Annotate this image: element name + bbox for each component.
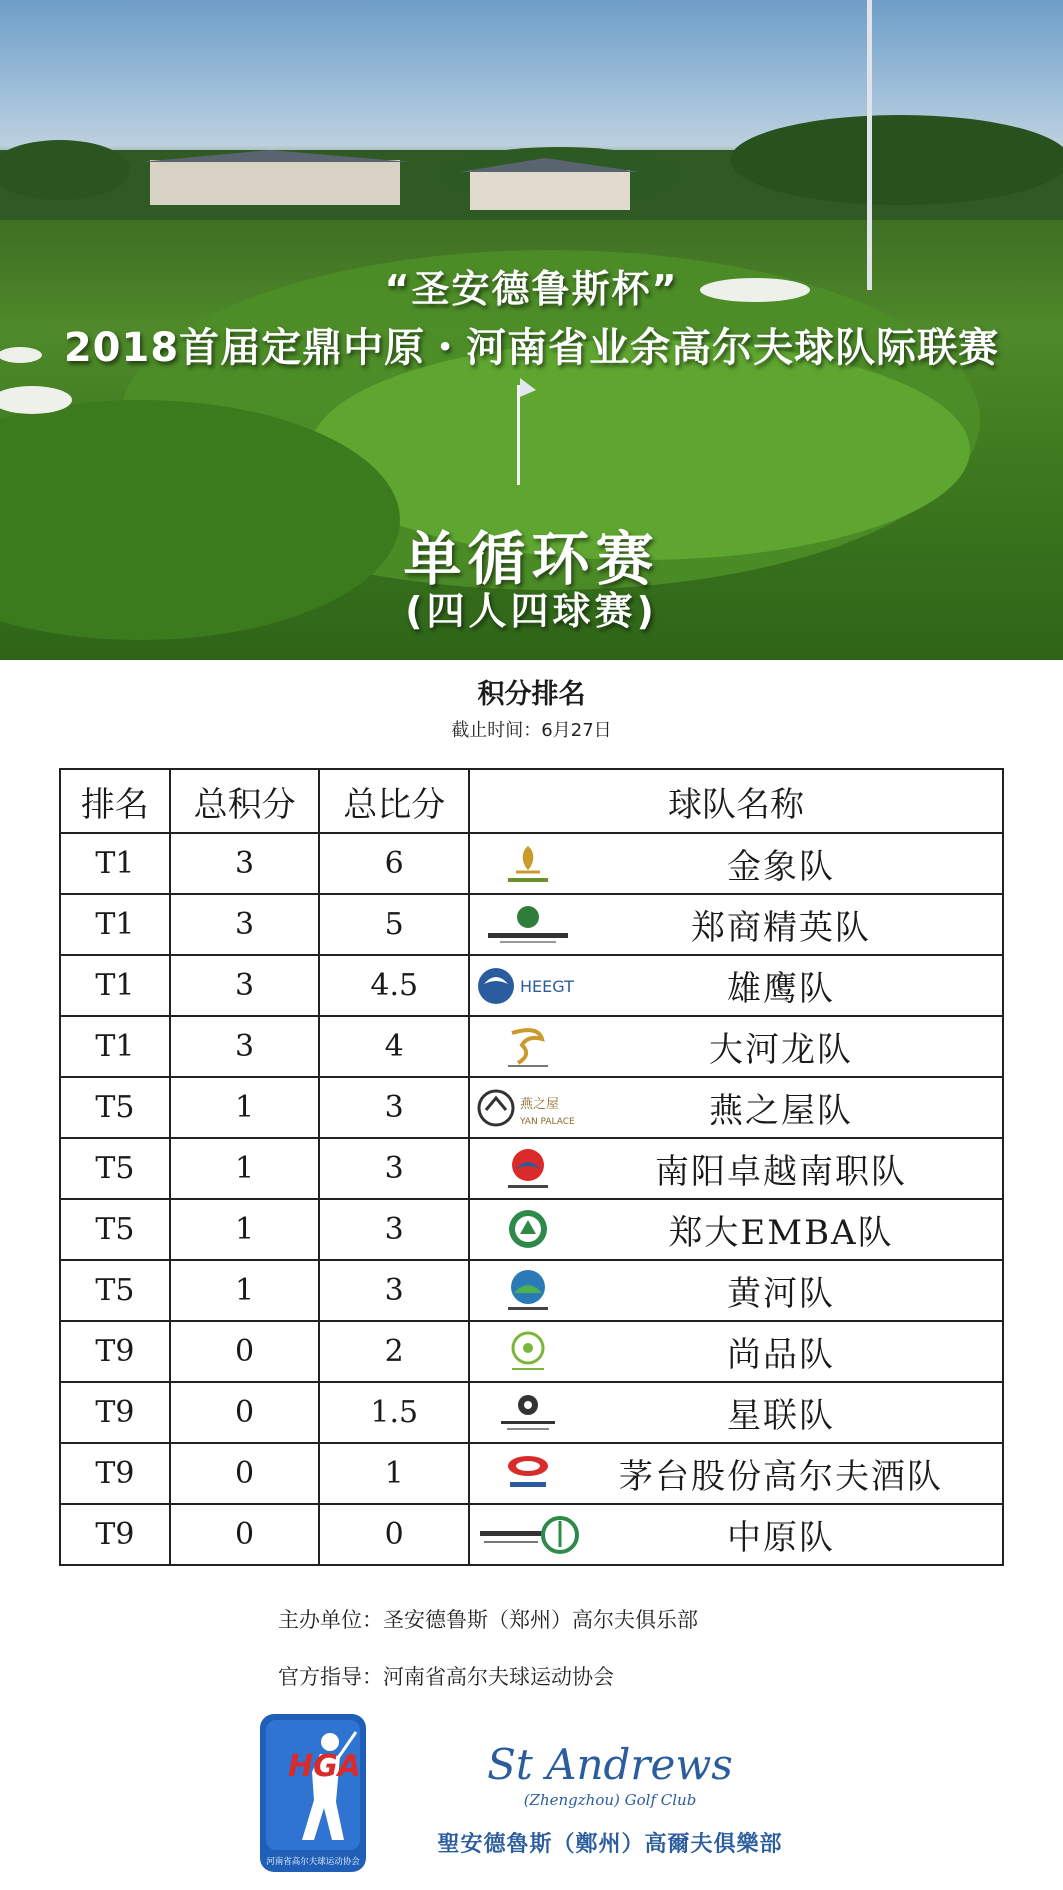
shangpin-logo bbox=[476, 1329, 580, 1375]
hero-quote-title: “圣安德鲁斯杯” bbox=[384, 267, 679, 311]
st-andrews-logo bbox=[420, 1740, 800, 1858]
zhengda-emba-logo bbox=[476, 1207, 580, 1253]
yan-palace-logo bbox=[476, 1085, 580, 1131]
table-row bbox=[60, 1504, 1003, 1565]
table-row bbox=[60, 894, 1003, 955]
team-name: 南阳卓越南职队 bbox=[655, 1152, 908, 1192]
standings-body bbox=[60, 833, 1003, 1565]
points-cell: 1 bbox=[170, 1138, 320, 1199]
rank-cell: T9 bbox=[60, 1443, 170, 1504]
team-cell bbox=[469, 1260, 1003, 1321]
team-name: 中原队 bbox=[727, 1518, 836, 1558]
team-name: 尚品队 bbox=[727, 1335, 836, 1375]
team-name: 燕之屋队 bbox=[709, 1091, 854, 1131]
team-cell bbox=[469, 833, 1003, 894]
team-cell bbox=[469, 1199, 1003, 1260]
score-cell: 5 bbox=[319, 894, 469, 955]
team-cell bbox=[469, 1138, 1003, 1199]
organizer-line: 主办单位：圣安德鲁斯（郑州）高尔夫俱乐部 bbox=[278, 1608, 698, 1632]
standings-table bbox=[59, 768, 1004, 1566]
heegt-eagle-logo bbox=[476, 963, 580, 1009]
points-cell: 1 bbox=[170, 1077, 320, 1138]
hero-sub-title: (四人四球赛) bbox=[405, 589, 658, 633]
team-cell bbox=[469, 1321, 1003, 1382]
table-header-row bbox=[60, 769, 1003, 833]
points-cell: 3 bbox=[170, 833, 320, 894]
score-cell: 4 bbox=[319, 1016, 469, 1077]
team-cell bbox=[469, 1016, 1003, 1077]
table-row bbox=[60, 1077, 1003, 1138]
table-row bbox=[60, 1382, 1003, 1443]
svg-text:燕之屋: 燕之屋 bbox=[520, 1097, 560, 1112]
hero-main-title: 单循环赛 bbox=[403, 525, 660, 593]
rank-cell: T5 bbox=[60, 1138, 170, 1199]
points-cell: 3 bbox=[170, 1016, 320, 1077]
rank-cell: T9 bbox=[60, 1382, 170, 1443]
header-team: 球队名称 bbox=[469, 769, 1003, 833]
hero-banner bbox=[0, 0, 1063, 660]
team-cell bbox=[469, 1077, 1003, 1138]
xinglian-logo bbox=[476, 1390, 580, 1436]
points-cell: 3 bbox=[170, 894, 320, 955]
header-score: 总比分 bbox=[319, 769, 469, 833]
club-subtitle: (Zhengzhou) Golf Club bbox=[523, 1791, 697, 1809]
svg-text:HEEGT: HEEGT bbox=[520, 977, 574, 996]
points-cell: 1 bbox=[170, 1260, 320, 1321]
table-row bbox=[60, 833, 1003, 894]
ranking-cutoff-date: 截止时间：6月27日 bbox=[451, 720, 612, 741]
team-name: 星联队 bbox=[727, 1396, 836, 1436]
header-points: 总积分 bbox=[170, 769, 320, 833]
score-cell: 1.5 bbox=[319, 1382, 469, 1443]
dahe-dragon-logo bbox=[476, 1024, 580, 1070]
svg-text:YAN PALACE: YAN PALACE bbox=[520, 1117, 575, 1127]
table-row bbox=[60, 1321, 1003, 1382]
score-cell: 2 bbox=[319, 1321, 469, 1382]
team-cell bbox=[469, 1504, 1003, 1565]
rank-cell: T9 bbox=[60, 1504, 170, 1565]
rank-cell: T5 bbox=[60, 1199, 170, 1260]
team-name: 郑商精英队 bbox=[691, 908, 872, 948]
table-row bbox=[60, 1443, 1003, 1504]
zhengshang-elite-logo bbox=[476, 902, 580, 948]
hga-letters: HGA bbox=[288, 1749, 361, 1784]
yellow-river-logo bbox=[476, 1268, 580, 1314]
points-cell: 0 bbox=[170, 1321, 320, 1382]
team-name: 大河龙队 bbox=[709, 1030, 854, 1070]
rank-cell: T1 bbox=[60, 1016, 170, 1077]
team-name: 黄河队 bbox=[727, 1274, 836, 1314]
table-row bbox=[60, 1199, 1003, 1260]
rank-cell: T1 bbox=[60, 833, 170, 894]
team-cell bbox=[469, 1382, 1003, 1443]
team-name: 雄鹰队 bbox=[727, 969, 836, 1009]
points-cell: 0 bbox=[170, 1443, 320, 1504]
score-cell: 3 bbox=[319, 1138, 469, 1199]
hga-caption: 河南省高尔夫球运动协会 bbox=[266, 1857, 360, 1867]
table-row bbox=[60, 955, 1003, 1016]
team-name: 金象队 bbox=[727, 847, 836, 887]
rank-cell: T1 bbox=[60, 955, 170, 1016]
moutai-golf-logo bbox=[476, 1451, 580, 1497]
club-chinese-name: 聖安德魯斯（鄭州）高爾夫俱樂部 bbox=[437, 1832, 783, 1857]
score-cell: 6 bbox=[319, 833, 469, 894]
rank-cell: T1 bbox=[60, 894, 170, 955]
score-cell: 1 bbox=[319, 1443, 469, 1504]
score-cell: 3 bbox=[319, 1199, 469, 1260]
points-cell: 1 bbox=[170, 1199, 320, 1260]
team-cell bbox=[469, 1443, 1003, 1504]
header-rank: 排名 bbox=[60, 769, 170, 833]
ranking-title: 积分排名 bbox=[477, 679, 586, 710]
hero-event-title: 2018首届定鼎中原・河南省业余高尔夫球队际联赛 bbox=[63, 325, 1000, 371]
zhongyuan-logo bbox=[476, 1512, 580, 1558]
rank-cell: T5 bbox=[60, 1260, 170, 1321]
table-row bbox=[60, 1260, 1003, 1321]
table-row bbox=[60, 1138, 1003, 1199]
rank-cell: T9 bbox=[60, 1321, 170, 1382]
table-row bbox=[60, 1016, 1003, 1077]
team-cell bbox=[469, 955, 1003, 1016]
score-cell: 3 bbox=[319, 1260, 469, 1321]
club-name: St Andrews bbox=[487, 1740, 733, 1789]
points-cell: 0 bbox=[170, 1504, 320, 1565]
team-name: 茅台股份高尔夫酒队 bbox=[619, 1457, 944, 1497]
score-cell: 4.5 bbox=[319, 955, 469, 1016]
team-name: 郑大EMBA队 bbox=[668, 1213, 894, 1253]
score-cell: 0 bbox=[319, 1504, 469, 1565]
golden-elephant-logo bbox=[476, 841, 580, 887]
rank-cell: T5 bbox=[60, 1077, 170, 1138]
score-cell: 3 bbox=[319, 1077, 469, 1138]
points-cell: 3 bbox=[170, 955, 320, 1016]
nanyang-logo bbox=[476, 1146, 580, 1192]
guidance-line: 官方指导：河南省高尔夫球运动协会 bbox=[278, 1665, 614, 1689]
team-cell bbox=[469, 894, 1003, 955]
points-cell: 0 bbox=[170, 1382, 320, 1443]
hga-logo bbox=[258, 1712, 368, 1874]
